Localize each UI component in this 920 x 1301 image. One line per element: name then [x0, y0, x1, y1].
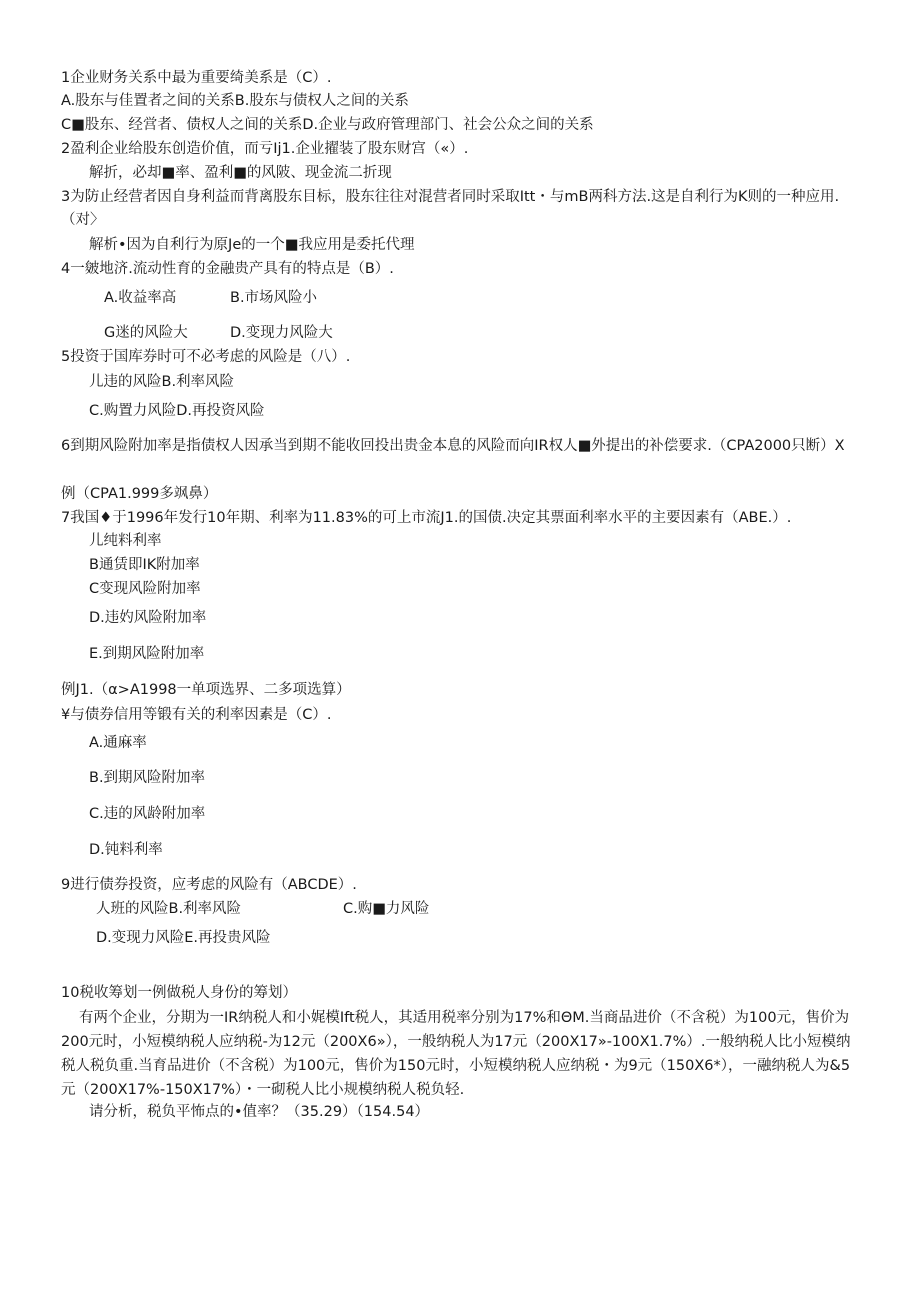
- q4-stem: 4一皴地济.流动性育的金融贵产具有的特点是（B）.: [61, 261, 394, 277]
- q1-stem: 1企业财务关系中最为重要绮美系是（C）.: [61, 70, 332, 86]
- q2-analysis: 解折，必却■率、盈利■的风陂、现金流二折现: [89, 165, 392, 181]
- q8-option-b: B.到期风险附加率: [89, 770, 206, 786]
- q7-option-e: E.到期风险附加率: [89, 646, 205, 662]
- q3-stem: 3为防止经营者因自身利益而背离股东目标，股东往往对混营者同时采取Itt・与mB两科方法.这是自利行为K则的一种应用.（对〉: [61, 189, 840, 228]
- q1-options-ab: A.股东与佳置者之间的关系B.股东与债权人之间的关系: [61, 93, 409, 109]
- q8-option-c: C.违的风龄附加率: [89, 806, 206, 822]
- q10-title: 10税收筹划一例做税人身份的筹划）: [61, 985, 297, 1001]
- q4-option-a: A.收益率高: [104, 290, 177, 306]
- q9-stem: 9进行债券投资，应考虑的风险有（ABCDE）.: [61, 877, 357, 893]
- q1-options-cd: C■股东、经営者、债权人之间的关系D.企业与政府管理部门、社会公众之间的关系: [61, 117, 594, 133]
- q10-question: 请分析，税负平怖点的•值率？（35.29）（154.54）: [89, 1104, 430, 1120]
- q3-analysis: 解析•因为自利行为原Je的一个■我应用是委托代理: [89, 237, 415, 253]
- q7-option-c: C变现风险附加率: [89, 581, 201, 597]
- q5-options-ab: 儿违的风险B.利率风险: [89, 374, 235, 390]
- q4-option-d: D.变现力风险大: [230, 325, 333, 341]
- q9-option-c: C.购■力风险: [343, 901, 430, 917]
- q8-example-label: 例J1.（α>A1998一单项选界、二多项选算）: [61, 682, 351, 698]
- q10-body: 有两个企业，分期为一IR纳税人和小娓模Ift税人，其适用税率分别为17%和ΘM.当商品进价（不含税）为100元，售价为200元时，小短模纳税人应纳税-为12元（200X6»），一般纳税人为17元（200X17»-100X1.7%）.一般纳税人比小短模纳税人税负重.当育品进价（不含税）为100元，售价为150元时，小短模纳税人应纳税・为9元（150X6*），一融纳税人为&5元（200X17%-150X17%）・一砌税人比小规模纳税人税负轻.: [61, 1010, 851, 1098]
- q8-stem: ¥与债券信用等锻有关的利率因素是（C）.: [61, 707, 332, 723]
- q6-stem: 6到期风险附加率是指债权人因承当到期不能收回投出贵金本息的风险而向IR权人■外提出的补偿要求.（CPA2000只断）X: [61, 438, 845, 454]
- q5-stem: 5投资于国库券时可不必考虑的风险是（八）.: [61, 349, 351, 365]
- q7-option-d: D.违妁风险附加率: [89, 610, 207, 626]
- q7-example-label: 例（CPA1.999多飒鼻）: [61, 486, 218, 502]
- q8-option-d: D.钝料利率: [89, 842, 163, 858]
- q4-option-c: G迷的风险大: [104, 325, 188, 341]
- q7-option-a: 儿纯料利率: [89, 533, 162, 549]
- q9-options-de: D.变现力风险E.再投贵风险: [96, 930, 271, 946]
- q2-stem: 2盈利企业给股东创造价值，而亏Ij1.企业擢装了股东财宫（«）.: [61, 141, 469, 157]
- q9-options-ab: 人班的风险B.利率风险: [96, 901, 242, 917]
- q7-option-b: B通赁即IK附加率: [89, 557, 200, 573]
- q4-option-b: B.市场风险小: [230, 290, 318, 306]
- q7-stem: 7我国♦于1996年发行10年期、利率为11.83%的可上市流J1.的国债.决定其票面利率水平的主要因素有（ABE.）.: [61, 510, 792, 526]
- q5-options-cd: C.购置力风险D.再投资风险: [89, 403, 265, 419]
- q8-option-a: A.通麻率: [89, 735, 147, 751]
